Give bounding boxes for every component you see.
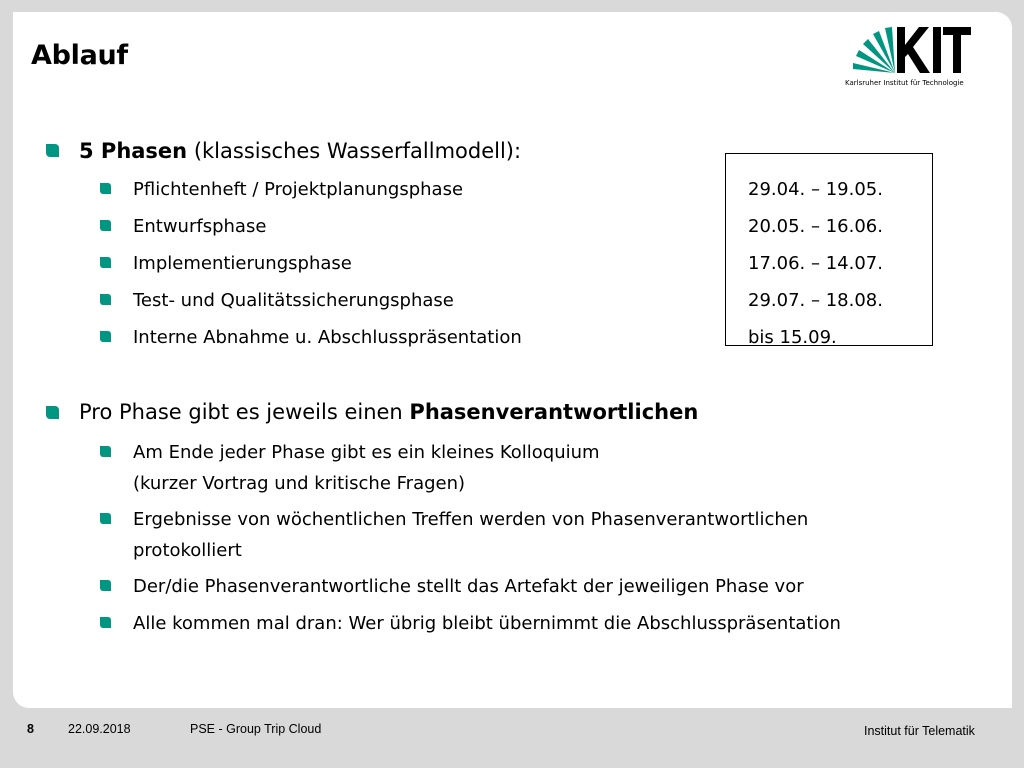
phase-item: Entwurfsphase [133, 216, 267, 237]
bullet-icon [100, 257, 111, 268]
bullet-icon [46, 144, 59, 157]
bullet-icon [100, 580, 111, 591]
list-item [133, 504, 808, 566]
page-title: Ablauf [31, 40, 128, 71]
bullet-icon [100, 294, 111, 305]
bullet-icon [100, 331, 111, 342]
section2-lead: Pro Phase gibt es jeweils einen [79, 400, 410, 424]
footer-institute: Institut für Telematik [864, 724, 975, 738]
bullet-icon [100, 183, 111, 194]
footer-date: 22.09.2018 [68, 722, 131, 736]
list-item [133, 571, 804, 602]
section2-heading [79, 400, 698, 424]
list-item-line: Alle kommen mal dran: Wer übrig bleibt übernimmt die Abschlusspräsentation [133, 613, 841, 634]
phase-item: Interne Abnahme u. Abschlusspräsentation [133, 327, 522, 348]
bullet-icon [46, 406, 59, 419]
page-number: 8 [27, 722, 34, 736]
phase-date: 17.06. – 14.07. [748, 253, 883, 274]
kit-logo-icon [845, 23, 973, 79]
phase-item: Test- und Qualitätssicherungsphase [133, 290, 454, 311]
list-item [133, 437, 600, 499]
bullet-icon [100, 446, 111, 457]
section1-bold: 5 Phasen [79, 139, 188, 163]
list-item-line: Am Ende jeder Phase gibt es ein kleines Kolloquium [133, 442, 600, 463]
phase-item: Implementierungsphase [133, 253, 352, 274]
phase-date: 29.04. – 19.05. [748, 179, 883, 200]
phase-date: 29.07. – 18.08. [748, 290, 883, 311]
list-item-line: protokolliert [133, 540, 242, 561]
phase-date: bis 15.09. [748, 327, 837, 348]
bullet-icon [100, 220, 111, 231]
list-item [133, 608, 841, 639]
list-item-line: Ergebnisse von wöchentlichen Treffen werden von Phasenverantwortlichen [133, 509, 809, 530]
section1-rest: (klassisches Wasserfallmodell): [187, 139, 522, 163]
list-item-line: (kurzer Vortrag und kritische Fragen) [133, 473, 466, 494]
slide [13, 12, 1012, 708]
section2-bold: Phasenverantwortlichen [409, 400, 699, 424]
footer-title: PSE - Group Trip Cloud [190, 722, 322, 736]
logo-subtitle: Karlsruher Institut für Technologie [845, 79, 964, 87]
bullet-icon [100, 513, 111, 524]
section1-heading [79, 139, 521, 163]
phase-item: Pflichtenheft / Projektplanungsphase [133, 179, 464, 200]
bullet-icon [100, 617, 111, 628]
kit-logo [845, 23, 973, 95]
list-item-line: Der/die Phasenverantwortliche stellt das Artefakt der jeweiligen Phase vor [133, 576, 804, 597]
phase-date: 20.05. – 16.06. [748, 216, 883, 237]
